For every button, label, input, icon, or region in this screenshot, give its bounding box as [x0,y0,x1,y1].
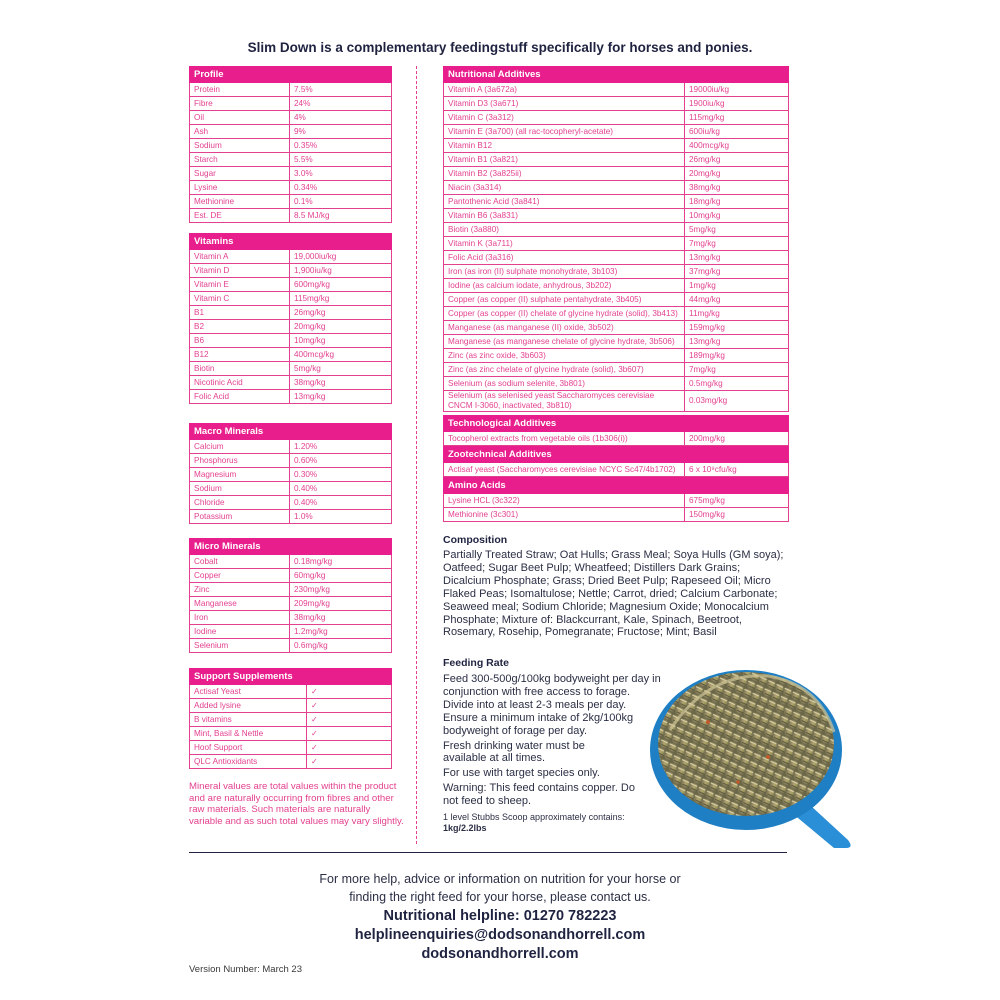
table-row [444,251,789,265]
row-label: Biotin [190,362,290,376]
row-value: 11mg/kg [685,307,789,321]
table-row [190,625,392,639]
row-value: 115mg/kg [685,111,789,125]
table-row [190,292,392,306]
row-value: 5mg/kg [685,223,789,237]
scoop-value: 1kg/2.2lbs [443,823,487,834]
table-row [190,195,392,209]
row-label: Nicotinic Acid [190,376,290,390]
feeding-instructions: Feed 300-500g/100kg bodyweight per day in conjunction with free access to forage. Divide into at least 2-3 meals per day. Ensure a minimum intake of 2kg/100kg bodyweight of forage per day. [443,673,661,737]
table-row [190,320,392,334]
row-label: B1 [190,306,290,320]
row-value: 0.6mg/kg [290,639,392,653]
table-row [190,306,392,320]
row-label: Zinc [190,583,290,597]
table-row [190,111,392,125]
row-value: 0.34% [290,181,392,195]
row-value: 209mg/kg [290,597,392,611]
nutritional-additives-table [443,66,789,412]
table-row [190,125,392,139]
row-value: 600iu/kg [685,125,789,139]
table-row [444,363,789,377]
version-number: Version Number: March 23 [189,964,302,975]
row-value: ✓ [307,741,392,755]
table-title: Support Supplements [190,669,392,685]
row-label: Iodine [190,625,290,639]
row-value: 230mg/kg [290,583,392,597]
table-row [190,482,392,496]
row-label: Iron (as iron (II) sulphate monohydrate, 3b103) [444,265,685,279]
row-label: Selenium (as sodium selenite, 3b801) [444,377,685,391]
row-value: 38mg/kg [685,181,789,195]
row-value: 60mg/kg [290,569,392,583]
row-label: Potassium [190,510,290,524]
zootechnical-header-row [444,447,789,463]
row-value: 115mg/kg [290,292,392,306]
row-label: Protein [190,83,290,97]
row-value: 1.20% [290,440,392,454]
row-label: Vitamin A (3a672a) [444,83,685,97]
table-row [444,97,789,111]
table-row [444,167,789,181]
row-value: 0.40% [290,482,392,496]
zootechnical-additives-table [443,446,789,477]
row-label: Calcium [190,440,290,454]
row-label: Methionine (3c301) [444,508,685,522]
row-label: Vitamin B2 (3a825ii) [444,167,685,181]
table-title: Zootechnical Additives [444,447,789,463]
row-label: Lysine HCL (3c322) [444,494,685,508]
row-value: 189mg/kg [685,349,789,363]
row-value: 38mg/kg [290,611,392,625]
table-row [190,348,392,362]
row-label: Methionine [190,195,290,209]
mineral-note: Mineral values are total values within the product and are naturally occurring from fibres and other raw materials. Such materials are naturally variable and as such total values may vary slightly. [189,781,404,827]
row-value: 1,900iu/kg [290,264,392,278]
table-row [190,699,392,713]
table-title: Micro Minerals [190,539,392,555]
row-value: 7mg/kg [685,237,789,251]
row-label: B12 [190,348,290,362]
row-label: Zinc (as zinc chelate of glycine hydrate (solid), 3b607) [444,363,685,377]
row-label: Chloride [190,496,290,510]
row-value: 5mg/kg [290,362,392,376]
row-label: Vitamin D3 (3a671) [444,97,685,111]
row-value: 200mg/kg [685,432,789,446]
row-label: Vitamin E [190,278,290,292]
table-row [190,496,392,510]
table-row [444,83,789,97]
row-label: Manganese (as manganese chelate of glycine hydrate, 3b506) [444,335,685,349]
row-value: ✓ [307,755,392,769]
table-row [190,264,392,278]
macro-header-row [190,424,392,440]
row-label: Magnesium [190,468,290,482]
contact-line-2: finding the right feed for your horse, please contact us. [349,890,651,904]
row-value: 600mg/kg [290,278,392,292]
row-value: 675mg/kg [685,494,789,508]
row-value: 7.5% [290,83,392,97]
table-row [190,278,392,292]
table-row [444,321,789,335]
row-value: 13mg/kg [290,390,392,404]
row-label: Vitamin B12 [444,139,685,153]
row-label: Copper (as copper (II) chelate of glycine hydrate (solid), 3b413) [444,307,685,321]
table-row [444,111,789,125]
row-value: 37mg/kg [685,265,789,279]
table-row [444,349,789,363]
row-value: 0.18mg/kg [290,555,392,569]
profile-header-row [190,67,392,83]
row-value: 0.35% [290,139,392,153]
table-row [190,755,392,769]
row-value: 26mg/kg [685,153,789,167]
row-label: Selenium (as selenised yeast Saccharomyces cerevisiae CNCM I-3060, inactivated, 3b810) [444,391,685,412]
row-label: Iron [190,611,290,625]
table-title: Technological Additives [444,416,789,432]
row-value: 10mg/kg [290,334,392,348]
row-value: 19000iu/kg [685,83,789,97]
row-label: Sugar [190,167,290,181]
row-value: 13mg/kg [685,335,789,349]
table-row [190,727,392,741]
table-row [444,377,789,391]
row-value: 8.5 MJ/kg [290,209,392,223]
row-label: Folic Acid [190,390,290,404]
row-label: Zinc (as zinc oxide, 3b603) [444,349,685,363]
row-label: Fibre [190,97,290,111]
table-row [190,209,392,223]
row-value: 400mcg/kg [290,348,392,362]
row-label: Hoof Support [190,741,307,755]
row-label: Actisaf Yeast [190,685,307,699]
row-value: 20mg/kg [685,167,789,181]
row-label: Copper [190,569,290,583]
row-value: 5.5% [290,153,392,167]
feeding-rate-block [443,673,661,834]
water-note: Fresh drinking water must be available at all times. [443,739,585,765]
row-label: Phosphorus [190,454,290,468]
row-value: 150mg/kg [685,508,789,522]
table-row [190,440,392,454]
amino-acids-table [443,477,789,522]
technological-additives-table [443,415,789,446]
row-value: 3.0% [290,167,392,181]
scoop-note: 1 level Stubbs Scoop approximately contains: [443,812,625,823]
table-row [190,555,392,569]
table-row [190,510,392,524]
footer-divider [189,852,787,853]
table-row [444,223,789,237]
table-title: Amino Acids [444,478,789,494]
feed-scoop-image [648,662,856,850]
row-label: Tocopherol extracts from vegetable oils (1b306(i)) [444,432,685,446]
row-value: 6 x 10⁹cfu/kg [685,463,789,477]
table-row [444,391,789,412]
row-label: Vitamin K (3a711) [444,237,685,251]
row-value: 1.2mg/kg [290,625,392,639]
table-row [190,569,392,583]
row-label: Vitamin D [190,264,290,278]
row-value: 20mg/kg [290,320,392,334]
table-row [190,139,392,153]
micro-header-row [190,539,392,555]
row-value: 18mg/kg [685,195,789,209]
support-supplements-table [189,668,392,769]
copper-warning: Warning: This feed contains copper. Do not feed to sheep. [443,782,635,808]
table-title: Nutritional Additives [444,67,789,83]
row-value: ✓ [307,713,392,727]
row-label: Folic Acid (3a316) [444,251,685,265]
row-label: Biotin (3a880) [444,223,685,237]
row-label: Niacin (3a314) [444,181,685,195]
composition-title: Composition [443,534,508,546]
row-label: QLC Antioxidants [190,755,307,769]
row-value: 0.03mg/kg [685,391,789,412]
table-row [190,97,392,111]
row-value: 0.5mg/kg [685,377,789,391]
table-row [444,181,789,195]
feeding-rate-title: Feeding Rate [443,657,509,669]
table-title: Vitamins [190,234,392,250]
nutritional-helpline[interactable]: Nutritional helpline: 01270 782223 [383,908,617,924]
row-label: Vitamin A [190,250,290,264]
table-row [190,153,392,167]
row-value: 159mg/kg [685,321,789,335]
row-label: Sodium [190,482,290,496]
table-row [190,454,392,468]
row-value: ✓ [307,727,392,741]
row-value: 7mg/kg [685,363,789,377]
row-label: Vitamin E (3a700) (all rac-tocopheryl-acetate) [444,125,685,139]
table-row [444,307,789,321]
table-row [190,639,392,653]
row-label: B2 [190,320,290,334]
table-row [444,508,789,522]
row-label: Vitamin B1 (3a821) [444,153,685,167]
row-value: 26mg/kg [290,306,392,320]
table-row [444,463,789,477]
table-row [190,362,392,376]
table-row [190,468,392,482]
table-row [444,293,789,307]
vitamins-table [189,233,392,404]
table-row [444,237,789,251]
technological-header-row [444,416,789,432]
row-label: Pantothenic Acid (3a841) [444,195,685,209]
table-row [444,265,789,279]
row-label: Added lysine [190,699,307,713]
row-label: Sodium [190,139,290,153]
table-row [444,195,789,209]
row-label: Copper (as copper (II) sulphate pentahydrate, 3b405) [444,293,685,307]
table-row [444,153,789,167]
row-value: ✓ [307,685,392,699]
row-value: 400mcg/kg [685,139,789,153]
row-label: Vitamin B6 (3a831) [444,209,685,223]
contact-line-1: For more help, advice or information on nutrition for your horse or [319,872,681,886]
table-row [190,685,392,699]
row-value: 19,000iu/kg [290,250,392,264]
table-row [190,334,392,348]
table-row [190,741,392,755]
table-row [444,432,789,446]
row-label: Mint, Basil & Nettle [190,727,307,741]
row-value: 38mg/kg [290,376,392,390]
table-title: Macro Minerals [190,424,392,440]
table-row [190,250,392,264]
table-row [190,611,392,625]
column-divider [416,66,417,844]
row-label: Manganese [190,597,290,611]
row-label: Ash [190,125,290,139]
helpline-email-link[interactable]: helplineenquiries@dodsonandhorrell.com [354,927,646,943]
micro-minerals-table [189,538,392,653]
table-title: Profile [190,67,392,83]
macro-minerals-table [189,423,392,524]
row-value: 1.0% [290,510,392,524]
row-value: 0.30% [290,468,392,482]
row-label: Starch [190,153,290,167]
table-row [444,209,789,223]
row-value: 0.60% [290,454,392,468]
composition-text: Partially Treated Straw; Oat Hulls; Grass Meal; Soya Hulls (GM soya); Oatfeed; Sugar Beet Pulp; Wheatfeed; Distillers Dark Grains; Dicalcium Phosphate; Grass; Dried Beet Pulp; Rapeseed Oil; Micro Flaked Peas; Isomaltulose; Nettle; Carrot, dried; Calcium Carbonate; Seaweed meal; Sodium Chloride; Magnesium Oxide; Monocalcium Phosphate; Mixture of: Blackcurrant, Kale, Spinach, Beetroot, Rosemary, Rosehip, Pomegranate; Fructose; Mint; Basil [443,549,784,639]
row-label: Cobalt [190,555,290,569]
row-value: 0.1% [290,195,392,209]
table-row [444,125,789,139]
support-header-row [190,669,392,685]
row-label: Selenium [190,639,290,653]
vitamins-header-row [190,234,392,250]
nutritional-header-row [444,67,789,83]
row-label: Vitamin C [190,292,290,306]
row-label: Iodine (as calcium iodate, anhydrous, 3b202) [444,279,685,293]
table-row [190,583,392,597]
page-headline: Slim Down is a complementary feedingstuff specifically for horses and ponies. [247,40,753,55]
row-label: Actisaf yeast (Saccharomyces cerevisiae NCYC Sc47/4b1702) [444,463,685,477]
table-row [190,376,392,390]
row-value: 0.40% [290,496,392,510]
row-value: 44mg/kg [685,293,789,307]
table-row [190,390,392,404]
amino-header-row [444,478,789,494]
table-row [190,713,392,727]
table-row [444,139,789,153]
row-value: 9% [290,125,392,139]
table-row [444,279,789,293]
profile-table [189,66,392,223]
table-row [190,167,392,181]
row-value: 24% [290,97,392,111]
row-value: 4% [290,111,392,125]
row-value: 1mg/kg [685,279,789,293]
row-label: Est. DE [190,209,290,223]
row-value: 13mg/kg [685,251,789,265]
row-label: Vitamin C (3a312) [444,111,685,125]
table-row [190,181,392,195]
table-row [444,335,789,349]
table-row [444,494,789,508]
table-row [190,597,392,611]
row-label: B vitamins [190,713,307,727]
row-value: 10mg/kg [685,209,789,223]
target-species-note: For use with target species only. [443,767,600,780]
row-label: Oil [190,111,290,125]
row-label: Manganese (as manganese (II) oxide, 3b502) [444,321,685,335]
row-value: 1900iu/kg [685,97,789,111]
row-value: ✓ [307,699,392,713]
row-label: Lysine [190,181,290,195]
table-row [190,83,392,97]
website-link[interactable]: dodsonandhorrell.com [421,946,579,962]
row-label: B6 [190,334,290,348]
